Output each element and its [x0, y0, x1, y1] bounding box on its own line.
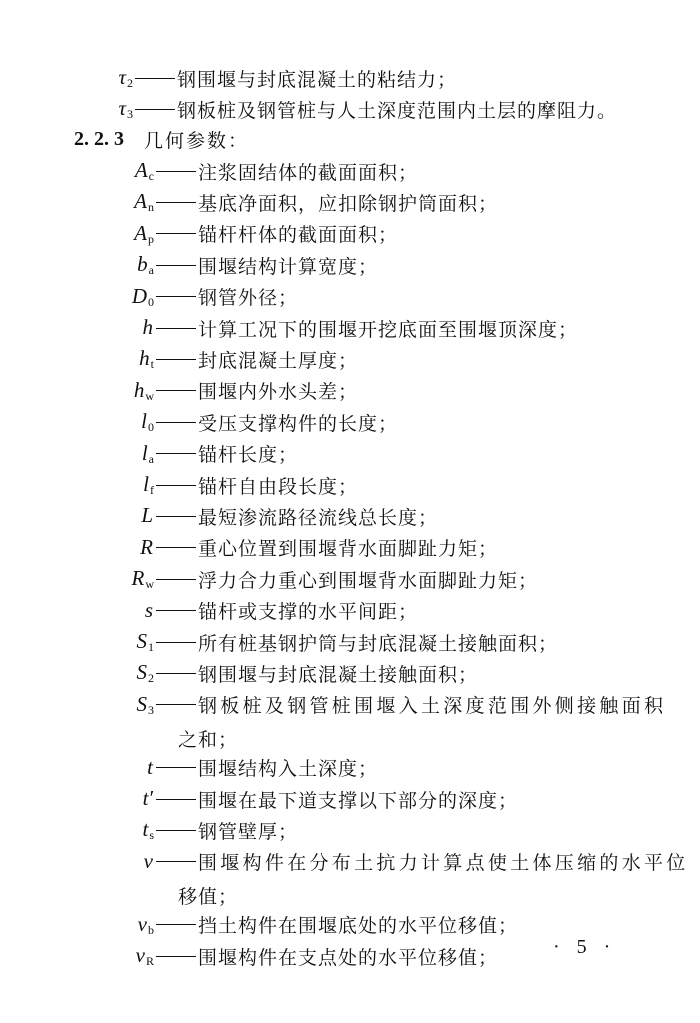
symbol: $l_0$ [141, 409, 154, 435]
symbol-description: 围堰构件在支点处的水平位移值； [198, 946, 499, 969]
symbol-row [0, 186, 498, 218]
symbol: $D_0$ [131, 283, 154, 309]
symbol: $A_n$ [134, 189, 154, 215]
symbol-description: 钢板桩及钢管桩围堰入土深度范围外侧接触面积 [198, 695, 667, 718]
symbol-row [0, 563, 538, 595]
symbol: $\tau_2$ [118, 65, 133, 90]
symbol-description: 围堰结构计算宽度； [198, 255, 379, 278]
symbol: h [142, 315, 153, 339]
symbol-description: 计算工况下的围堰开挖底面至围堰顶深度； [198, 318, 579, 341]
symbol: $l_f$ [143, 472, 154, 497]
symbol-description: 钢管壁厚； [198, 820, 299, 843]
em-dash [156, 390, 196, 391]
symbol-row [0, 783, 518, 815]
symbol-row [0, 689, 666, 721]
symbol-description: 浮力合力重心到围堰背水面脚趾力矩； [198, 569, 539, 592]
symbol-row [0, 218, 398, 250]
symbol: $h_t$ [139, 346, 154, 372]
symbol: $S_2$ [136, 660, 154, 686]
em-dash [156, 861, 196, 862]
em-dash [156, 171, 196, 172]
em-dash [156, 233, 196, 234]
symbol-row [0, 438, 298, 470]
symbol-description: 挡土构件在围堰底处的水平位移值； [198, 915, 519, 938]
symbol-description: 锚杆长度； [198, 444, 299, 467]
em-dash [156, 610, 196, 611]
em-dash [156, 422, 196, 423]
em-dash [156, 830, 196, 831]
symbol-description-continued: 移值； [178, 886, 239, 909]
symbol: t [147, 754, 153, 779]
symbol-description: 受压支撑构件的长度； [198, 412, 399, 435]
em-dash [156, 296, 196, 297]
symbol-row-tau2 [0, 62, 457, 94]
symbol-description: 重心位置到围堰背水面脚趾力矩； [198, 538, 499, 561]
symbol: $h_w$ [133, 377, 154, 403]
symbol-row [0, 281, 298, 313]
symbol-description: 钢管外径； [198, 287, 299, 310]
symbol-row-tau3 [0, 93, 617, 125]
symbol: $S_3$ [136, 691, 154, 717]
symbol-description: 围堰构件在分布土抗力计算点使土体压缩的水平位 [198, 852, 689, 875]
symbol-description: 围堰在最下道支撑以下部分的深度； [198, 789, 519, 812]
symbol: $S_1$ [136, 629, 154, 654]
em-dash [156, 673, 196, 674]
symbol-row [0, 343, 358, 375]
symbol: s [144, 597, 153, 622]
symbol-row [0, 249, 378, 281]
symbol-description: 锚杆或支撑的水平间距； [198, 601, 419, 624]
em-dash [156, 956, 196, 957]
em-dash [156, 924, 196, 925]
symbol: v [143, 848, 153, 873]
symbol: $l_a$ [141, 440, 154, 466]
symbol-row [0, 909, 518, 941]
symbol-row [0, 626, 558, 658]
symbol-description: 基底净面积，应扣除钢护筒面积； [198, 192, 499, 215]
symbol-row [0, 532, 498, 564]
symbol: t′ [142, 786, 153, 810]
symbol-description: 锚杆自由段长度； [198, 475, 359, 498]
symbol-row [0, 406, 398, 438]
em-dash [135, 78, 175, 79]
em-dash [156, 359, 196, 360]
em-dash [156, 265, 196, 266]
symbol: $t_s$ [142, 817, 154, 843]
symbol: L [141, 503, 153, 528]
symbol-row [0, 940, 498, 972]
symbol-description-continued: 之和； [178, 729, 239, 752]
em-dash [156, 767, 196, 768]
symbol-row [0, 752, 378, 784]
symbol-row [0, 469, 358, 501]
symbol: $R_w$ [131, 566, 154, 592]
em-dash [156, 516, 196, 517]
symbol: $A_p$ [134, 220, 154, 246]
symbol: $v_R$ [135, 943, 154, 968]
symbol-description: 钢围堰与封底混凝土接触面积； [198, 663, 479, 686]
symbol: $b_a$ [137, 252, 154, 278]
symbol-description: 钢板桩及钢管桩与人土深度范围内土层的摩阻力。 [177, 99, 618, 122]
em-dash [156, 202, 196, 203]
symbol-description: 最短渗流路径流线总长度； [198, 506, 439, 529]
symbol-row [0, 375, 358, 407]
symbol-row [0, 312, 578, 344]
symbol-description: 所有桩基钢护筒与封底混凝土接触面积； [198, 632, 559, 655]
symbol: R [140, 534, 153, 559]
section-number: 2. 2. 3 [74, 127, 124, 150]
symbol-description: 注浆固结体的截面面积； [198, 161, 419, 184]
symbol-description: 围堰结构入土深度； [198, 758, 379, 781]
symbol-row [0, 155, 418, 187]
em-dash [156, 547, 196, 548]
symbol: $v_b$ [137, 911, 154, 937]
symbol: $A_c$ [134, 158, 154, 183]
symbol-row [0, 657, 478, 689]
em-dash [156, 328, 196, 329]
symbol-row [0, 595, 418, 627]
symbol-description: 围堰内外水头差； [198, 381, 359, 404]
symbol-description: 钢围堰与封底混凝土的粘结力； [177, 68, 458, 91]
symbol-row [0, 846, 689, 878]
em-dash [156, 642, 196, 643]
section-title: 几何参数： [144, 129, 250, 152]
em-dash [156, 485, 196, 486]
section-heading [74, 123, 249, 155]
em-dash [156, 799, 196, 800]
symbol-row [0, 814, 298, 846]
symbol-description: 锚杆杆体的截面面积； [198, 224, 399, 247]
em-dash [156, 579, 196, 580]
symbol: $\tau_3$ [118, 96, 133, 121]
symbol-row [0, 500, 438, 532]
page-number: · 5 · [553, 936, 617, 958]
em-dash [135, 109, 175, 110]
symbol-description: 封底混凝土厚度； [198, 349, 359, 372]
em-dash [156, 453, 196, 454]
em-dash [156, 704, 196, 705]
